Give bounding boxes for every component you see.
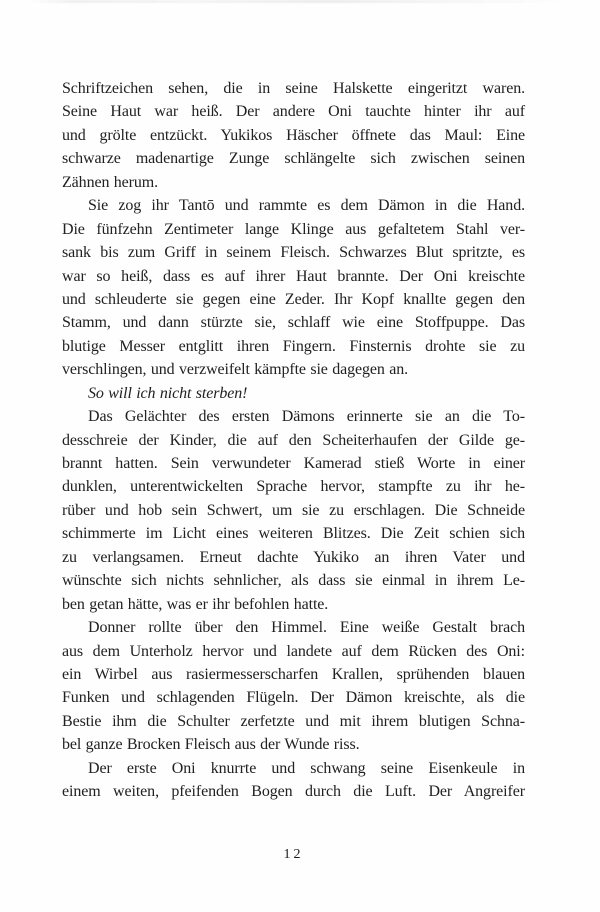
text-line: zu verlangsamen. Erneut dachte Yukiko an ihren Vater und: [62, 548, 525, 566]
text-line: Seine Haut war heiß. Der andere Oni tauchte hinter ihr auf: [62, 103, 525, 121]
text-line: Funken und schlagenden Flügeln. Der Dämon kreischte, als die: [62, 689, 525, 707]
page-number: 12: [283, 847, 304, 862]
paragraph: [62, 194, 525, 382]
text-line: und schleuderte sie gegen eine Zeder. Ihr Kopf knallte gegen den: [62, 290, 525, 308]
text-line: Das Gelächter des ersten Dämons erinnerte sie an die To-: [88, 408, 525, 426]
text-line: Donner rollte über den Himmel. Eine weiße Gestalt brach: [88, 619, 525, 637]
text-line: So will ich nicht sterben!: [88, 384, 248, 402]
text-line: einem weiten, pfeifenden Bogen durch die Luft. Der Angreifer: [62, 783, 525, 801]
page-text: [62, 77, 525, 804]
text-line: schwarze madenartige Zunge schlängelte sich zwischen seinen: [62, 150, 525, 168]
text-line: bel ganze Brocken Fleisch aus der Wunde riss.: [62, 736, 360, 754]
paragraph: [62, 77, 525, 194]
text-line: Der erste Oni knurrte und schwang seine Eisenkeule in: [88, 759, 525, 777]
text-line: sank bis zum Griff in seinem Fleisch. Schwarzes Blut spritzte, es: [62, 244, 525, 262]
paragraph: [62, 757, 525, 804]
text-line: schimmerte im Licht eines weiteren Blitzes. Die Zeit schien sich: [62, 525, 525, 543]
page-footer: [62, 845, 525, 863]
text-line: Bestie ihm die Schulter zerfetzte und mit ihrem blutigen Schna-: [62, 712, 525, 730]
text-line: verschlingen, und verzweifelt kämpfte sie dagegen an.: [62, 361, 409, 379]
text-line: Schriftzeichen sehen, die in seine Halskette eingeritzt waren.: [62, 80, 525, 97]
text-line: desschreie der Kinder, die auf den Scheiterhaufen der Gilde ge-: [62, 431, 525, 449]
text-line: ben getan hätte, was er ihr befohlen hatte.: [62, 595, 329, 613]
text-line: ein Wirbel aus rasiermesserscharfen Krallen, sprühenden blauen: [62, 665, 525, 683]
text-line: und grölte entzückt. Yukikos Häscher öffnete das Maul: Eine: [62, 126, 525, 144]
text-line: brannt hatten. Sein verwundeter Kamerad stieß Worte in einer: [62, 455, 525, 472]
text-line: Sie zog ihr Tantō und rammte es dem Dämon in die Hand.: [88, 197, 525, 215]
scan-artifact-top-edge: [30, 0, 570, 3]
text-line: war so heiß, dass es auf ihrer Haut brannte. Der Oni kreischte: [62, 267, 525, 285]
text-line: Stamm, und dann stürzte sie, schlaff wie eine Stoffpuppe. Das: [62, 314, 525, 332]
text-line: dunklen, unterentwickelten Sprache hervor, stampfte zu ihr he-: [62, 478, 525, 496]
text-line: wünschte sich nichts sehnlicher, als dass sie einmal in ihrem Le-: [62, 572, 525, 590]
text-line: rüber und hob sein Schwert, um sie zu erschlagen. Die Schneide: [62, 501, 525, 519]
paragraph: [62, 405, 525, 616]
text-line: blutige Messer entglitt ihren Fingern. Finsternis drohte sie zu: [62, 337, 525, 355]
paragraph: [62, 616, 525, 757]
text-line: aus dem Unterholz hervor und landete auf dem Rücken des Oni:: [62, 642, 525, 660]
text-line: Die fünfzehn Zentimeter lange Klinge aus gefaltetem Stahl ver-: [62, 220, 525, 238]
text-line: Zähnen herum.: [62, 173, 159, 191]
paragraph: [62, 382, 525, 405]
